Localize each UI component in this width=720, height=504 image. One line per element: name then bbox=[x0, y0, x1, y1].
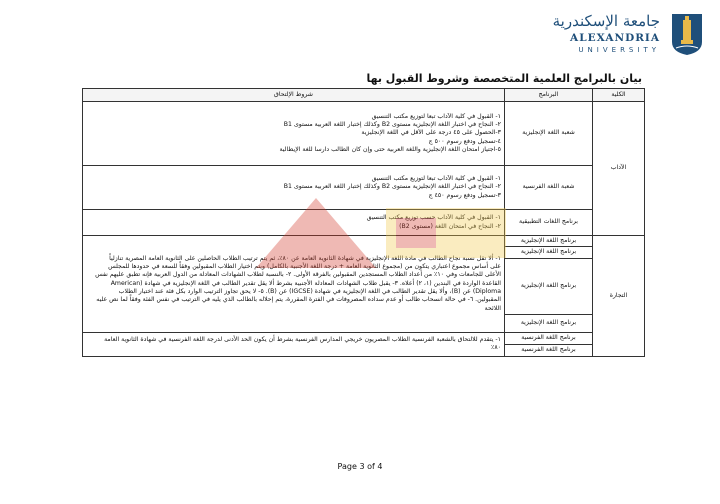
condition-line: القاعدة الواردة في البندين (١، ٢) أعلاه. ٣- يقبل طلاب الشهادات المعادلة الأجنبية بشرط ألا يقل تقدير الطالب في اللغة الإنجليزية في شهادة (American bbox=[110, 279, 501, 287]
conditions-cell bbox=[83, 236, 505, 333]
condition-line: ١- القبول في كلية الآداب تبعاً لتوزيع مكتب التنسيق bbox=[371, 174, 501, 182]
program-cell: برنامج اللغة الفرنسية bbox=[505, 344, 593, 356]
university-subtitle: UNIVERSITY bbox=[578, 46, 660, 54]
university-name-english: ALEXANDRIA bbox=[570, 32, 660, 44]
conditions-cell bbox=[83, 210, 505, 236]
header-conditions: شروط الإلتحاق bbox=[83, 89, 505, 102]
page-number: Page 3 of 4 bbox=[337, 462, 383, 471]
condition-line: اللائحة bbox=[484, 304, 501, 312]
condition-line: ١- القبول في كلية الآداب تبعاً لتوزيع مكتب التنسيق bbox=[371, 112, 501, 120]
table-row bbox=[83, 102, 645, 166]
table-header-row bbox=[83, 89, 645, 102]
table-row bbox=[83, 236, 645, 247]
university-name-arabic: جامعة الإسكندرية bbox=[552, 12, 660, 30]
program-cell: برنامج اللغة الإنجليزية bbox=[505, 314, 593, 332]
conditions-cell bbox=[83, 166, 505, 210]
condition-line: ٢- النجاح في امتحان اللغة (مستوى B2) bbox=[399, 222, 501, 230]
university-logo bbox=[552, 8, 710, 60]
condition-line: ٢- النجاح في اختبار اللغة الإنجليزية مستوى B2 وكذلك إختبار اللغة العربية مستوى B1 bbox=[283, 120, 501, 128]
programs-table bbox=[82, 88, 645, 357]
condition-line: ٢- النجاح في اختبار اللغة الإنجليزية مستوى B2 وكذلك إختبار اللغة العربية مستوى B1 bbox=[283, 183, 501, 191]
condition-line: ٨٠٪ bbox=[491, 344, 501, 352]
conditions-cell bbox=[83, 332, 505, 356]
table-row bbox=[83, 332, 645, 344]
program-cell: برنامج اللغة الإنجليزية bbox=[505, 236, 593, 247]
program-cell: برنامج اللغات التطبيقية bbox=[505, 210, 593, 236]
header-program: البرنامج bbox=[505, 89, 593, 102]
lighthouse-emblem-icon bbox=[668, 12, 706, 56]
program-cell: شعبة اللغة الفرنسية bbox=[505, 166, 593, 210]
conditions-cell bbox=[83, 102, 505, 166]
table-row bbox=[83, 166, 645, 210]
condition-line: ١- ألا تقل نسبة نجاح الطالب في مادة اللغة الإنجليزية في شهادة الثانوية العامة عن ٨٠٪، ثم يتم ترتيب الطلاب الحاصلين على الثانوية العامة المصرية تنازلياً bbox=[109, 254, 501, 262]
condition-line: ٣-الحصول على ٤٥ درجة على الأقل في اللغة الإنجليزية bbox=[361, 129, 501, 137]
condition-line: على أساس مجموع اعتباري يتكون من (مجموع الثانوية العامة + درجة اللغة الأجنبية بالكامل) ويتم اختيار الطلاب المقبولين وفقاً للسعة في حدودها للمجلس bbox=[108, 262, 501, 270]
condition-line: ١- يتقدم للالتحاق بالشعبة الفرنسية الطلاب المصريون خريجي المدارس الفرنسية بشرط أن يكون الحد الأدنى لدرجة اللغة الفرنسية في شهادة الثانوية العامة bbox=[104, 335, 501, 343]
faculty-arts: الآداب bbox=[593, 102, 645, 236]
program-cell: شعبة اللغة الإنجليزية bbox=[505, 102, 593, 166]
condition-line: Diploma) عن (B)، وألا يقل تقدير الطالب في اللغة الإنجليزية في شهادة (IGCSE) عن (B). ٥- لا يحق تجاوز الترتيب الوارد بكل فئة عند اختيار الطلاب bbox=[118, 288, 501, 296]
faculty-commerce: التجارة bbox=[593, 236, 645, 357]
program-cell: برنامج اللغة الإنجليزية bbox=[505, 247, 593, 258]
table-row bbox=[83, 210, 645, 236]
condition-line: ١- القبول في كلية الآداب حسب توزيع مكتب التنسيق bbox=[366, 214, 501, 222]
condition-line: ٤-تسجيل ودفع رسوم ٥٠٠ ج bbox=[428, 137, 501, 145]
program-cell: برنامج اللغة الإنجليزية bbox=[505, 258, 593, 314]
program-cell: برنامج اللغة الفرنسية bbox=[505, 332, 593, 344]
header-faculty: الكلية bbox=[593, 89, 645, 102]
condition-line: الأعلى للجامعات وفي ١٠٪ من أعداد الطلاب المستجدين المقبولين بالفرقة الأولى. ٢- بالنسبة لطلاب الشهادات المعادلة من الدول العربية فإنه تطبق عليهم نفس bbox=[95, 271, 501, 279]
condition-line: ٣-تسجيل ودفع رسوم ٤٥٠ ج bbox=[428, 191, 501, 199]
page-title: بيان بالبرامج العلمية المتخصصة وشروط القبول بها bbox=[366, 72, 642, 85]
condition-line: المقبولين. ٦- في حالة انسحاب طالب أو عدم سداده المصروفات في الفترة المقررة، يتم إحلاله بالطالب الذي يليه في الترتيب في نفس الفئة وفقاً لما نص عليه bbox=[96, 296, 501, 304]
condition-line: ٥-اجتياز امتحان اللغة الإنجليزية واللغة العربية حتى وإن كان الطالب دارساً للغة الإيطالية bbox=[279, 146, 501, 154]
